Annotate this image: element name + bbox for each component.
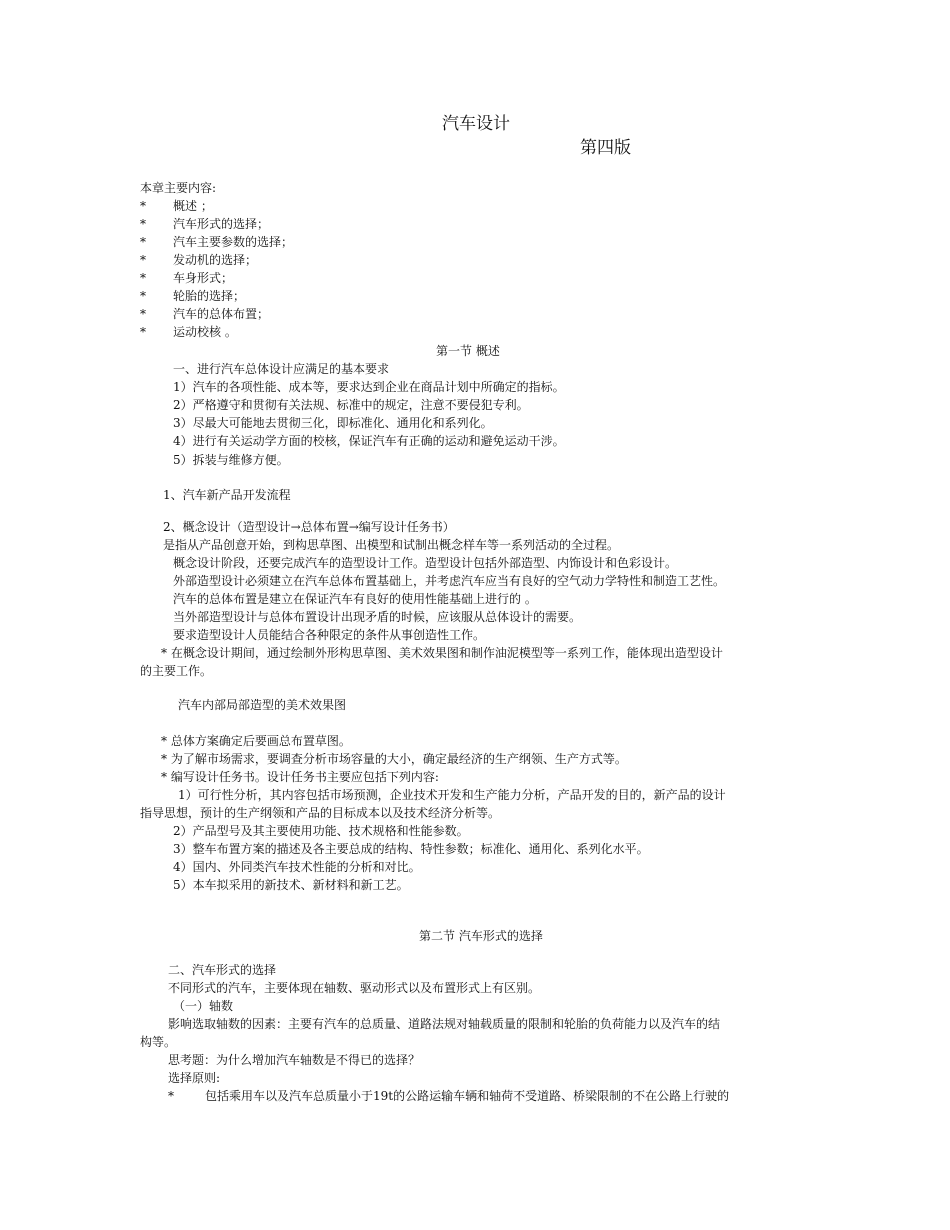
bullet-star: * xyxy=(168,1089,174,1103)
concept-heading: 2、概念设计（造型设计→总体布置→编写设计任务书） xyxy=(163,520,455,534)
requirement-item: 3）尽最大可能地去贯彻三化，即标准化、通用化和系列化。 xyxy=(173,416,493,430)
bullet-star: * xyxy=(140,289,146,303)
interior-caption: 汽车内部局部造型的美术效果图 xyxy=(178,698,347,712)
contents-item-text: 汽车形式的选择； xyxy=(173,217,270,231)
requirement-item: 1）汽车的各项性能、成本等，要求达到企业在商品计划中所确定的指标。 xyxy=(173,380,565,394)
task-item-cont: 指导思想，预计的生产纲领和产品的目标成本以及技术经济分析等。 xyxy=(140,806,501,820)
concept-line: 汽车的总体布置是建立在保证汽车有良好的使用性能基础上进行的 。 xyxy=(173,592,537,606)
section2-heading: 第二节 汽车形式的选择 xyxy=(419,929,543,943)
principle-line: 选择原则: xyxy=(168,1071,221,1085)
requirement-item: 2）严格遵守和贯彻有关法规、标准中的规定，注意不要侵犯专利。 xyxy=(173,398,529,412)
bullet-star: * xyxy=(140,235,146,249)
requirement-item: 5）拆装与维修方便。 xyxy=(173,453,289,467)
requirement-item: 4）进行有关运动学方面的校核，保证汽车有正确的运动和避免运动干涉。 xyxy=(173,434,565,448)
bullet-star: * xyxy=(140,217,146,231)
concept-star-line-cont: 的主要工作。 xyxy=(140,664,213,678)
bullet-star: * xyxy=(140,307,146,321)
bullet-star: * xyxy=(140,271,146,285)
flow-heading: 1、汽车新产品开发流程 xyxy=(163,488,291,502)
last-line-text: 包括乘用车以及汽车总质量小于19t的公路运输车辆和轴荷不受道路、桥梁限制的不在公路上行驶的 xyxy=(205,1089,730,1103)
task-item: 5）本车拟采用的新技术、新材料和新工艺。 xyxy=(173,878,409,892)
concept-line: 概念设计阶段，还要完成汽车的造型设计工作。造型设计包括外部造型、内饰设计和色彩设计。 xyxy=(173,556,678,570)
axle-heading: （一）轴数 xyxy=(173,999,234,1013)
concept-line: 是指从产品创意开始，到构思草图、出模型和试制出概念样车等一系列活动的全过程。 xyxy=(163,538,620,552)
bullet-star: * xyxy=(140,253,146,267)
contents-item-text: 汽车的总体布置； xyxy=(173,307,270,321)
doc-edition: 第四版 xyxy=(580,138,631,158)
task-item: 2）产品型号及其主要使用功能、技术规格和性能参数。 xyxy=(173,824,469,838)
task-item: 3）整车布置方案的描述及各主要总成的结构、特性参数；标准化、通用化、系列化水平。 xyxy=(173,842,649,856)
concept-star-line: * 在概念设计期间，通过绘制外形构思草图、美术效果图和制作油泥模型等一系列工作，能体现出造型设计 xyxy=(161,646,723,660)
axle-line-cont: 构等。 xyxy=(140,1035,177,1049)
doc-title: 汽车设计 xyxy=(442,114,510,134)
contents-item-text: 车身形式； xyxy=(173,271,234,285)
concept-line: 外部造型设计必须建立在汽车总体布置基础上，并考虑汽车应当有良好的空气动力学特性和制造工艺性。 xyxy=(173,574,726,588)
concept-line: 要求造型设计人员能结合各种限定的条件从事创造性工作。 xyxy=(173,628,486,642)
contents-item-text: 汽车主要参数的选择； xyxy=(173,235,294,249)
section2-subheading: 二、汽车形式的选择 xyxy=(168,963,277,977)
section2-intro: 不同形式的汽车，主要体现在轴数、驱动形式以及布置形式上有区别。 xyxy=(168,981,541,995)
requirements-heading: 一、进行汽车总体设计应满足的基本要求 xyxy=(173,362,390,376)
concept-line: 当外部造型设计与总体布置设计出现矛盾的时候，应该服从总体设计的需要。 xyxy=(173,610,582,624)
contents-item-text: 运动校核 。 xyxy=(173,325,237,339)
question-line: 思考题：为什么增加汽车轴数是不得已的选择？ xyxy=(168,1053,421,1067)
contents-item-text: 概述 ； xyxy=(173,199,213,213)
axle-line: 影响选取轴数的因素：主要有汽车的总质量、道路法规对轴载质量的限制和轮胎的负荷能力以及汽车的结 xyxy=(168,1017,721,1031)
bullet-star: * xyxy=(140,199,146,213)
contents-item-text: 轮胎的选择； xyxy=(173,289,246,303)
task-item: 4）国内、外同类汽车技术性能的分析和对比。 xyxy=(173,860,421,874)
contents-heading: 本章主要内容: xyxy=(140,181,217,195)
section1-heading: 第一节 概述 xyxy=(436,344,500,358)
star-item: * 为了解市场需求，要调查分析市场容量的大小，确定最经济的生产纲领、生产方式等。 xyxy=(161,752,627,766)
star-item: * 编写设计任务书。设计任务书主要应包括下列内容: xyxy=(161,770,439,784)
bullet-star: * xyxy=(140,325,146,339)
star-item: * 总体方案确定后要画总布置草图。 xyxy=(161,734,351,748)
contents-item-text: 发动机的选择； xyxy=(173,253,258,267)
task-item: 1）可行性分析，其内容包括市场预测，企业技术开发和生产能力分析，产品开发的目的，新产品的设计 xyxy=(178,788,726,802)
